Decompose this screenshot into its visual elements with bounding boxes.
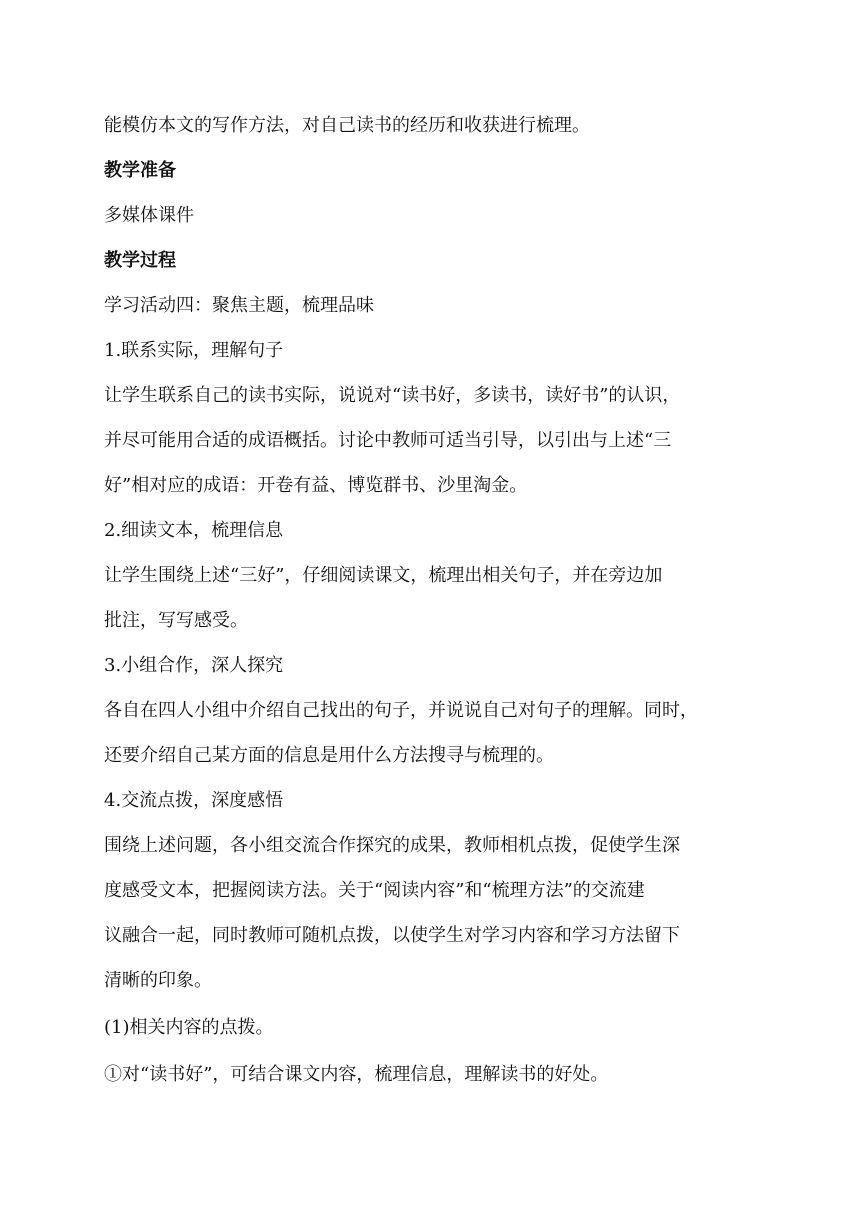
- numbered-item-title: 3.小组合作，深人探究: [104, 655, 284, 676]
- paragraph-line: 并尽可能用合适的成语概括。讨论中教师可适当引导，以引出与上述“三: [104, 430, 672, 451]
- section-heading: 教学准备: [104, 160, 176, 181]
- paragraph-line: 议融合一起，同时教师可随机点拨，以使学生对学习内容和学习方法留下: [104, 925, 680, 946]
- paragraph-line: 清晰的印象。: [104, 970, 212, 991]
- sub-item-title: (1)相关内容的点拨。: [104, 1017, 274, 1038]
- paragraph-line: 让学生围绕上述“三好”，仔细阅读课文，梳理出相关句子，并在旁边加: [104, 565, 663, 586]
- paragraph-line: 让学生联系自己的读书实际，说说对“读书好，多读书，读好书”的认识，: [104, 385, 681, 406]
- paragraph-line: 还要介绍自己某方面的信息是用什么方法搜寻与梳理的。: [104, 745, 554, 766]
- paragraph-line: 能模仿本文的写作方法，对自己读书的经历和收获进行梳理。: [104, 115, 590, 136]
- paragraph-line: 批注，写写感受。: [104, 610, 248, 631]
- paragraph-line: ①对“读书好”，可结合课文内容，梳理信息，理解读书的好处。: [104, 1064, 609, 1085]
- numbered-item-title: 2.细读文本，梳理信息: [104, 520, 284, 541]
- paragraph-line: 围绕上述问题，各小组交流合作探究的成果，教师相机点拨，促使学生深: [104, 835, 680, 856]
- paragraph-line: 学习活动四：聚焦主题，梳理品味: [104, 295, 374, 316]
- numbered-item-title: 4.交流点拨，深度感悟: [104, 790, 284, 811]
- paragraph-line: 度感受文本，把握阅读方法。关于“阅读内容”和“梳理方法”的交流建: [104, 880, 645, 901]
- section-heading: 教学过程: [104, 250, 176, 271]
- paragraph-line: 各自在四人小组中介绍自己找出的句子，并说说自己对句子的理解。同时，: [104, 700, 698, 721]
- paragraph-line: 多媒体课件: [104, 205, 194, 226]
- paragraph-line: 好”相对应的成语：开卷有益、博览群书、沙里淘金。: [104, 475, 528, 496]
- numbered-item-title: 1.联系实际，理解句子: [104, 340, 284, 361]
